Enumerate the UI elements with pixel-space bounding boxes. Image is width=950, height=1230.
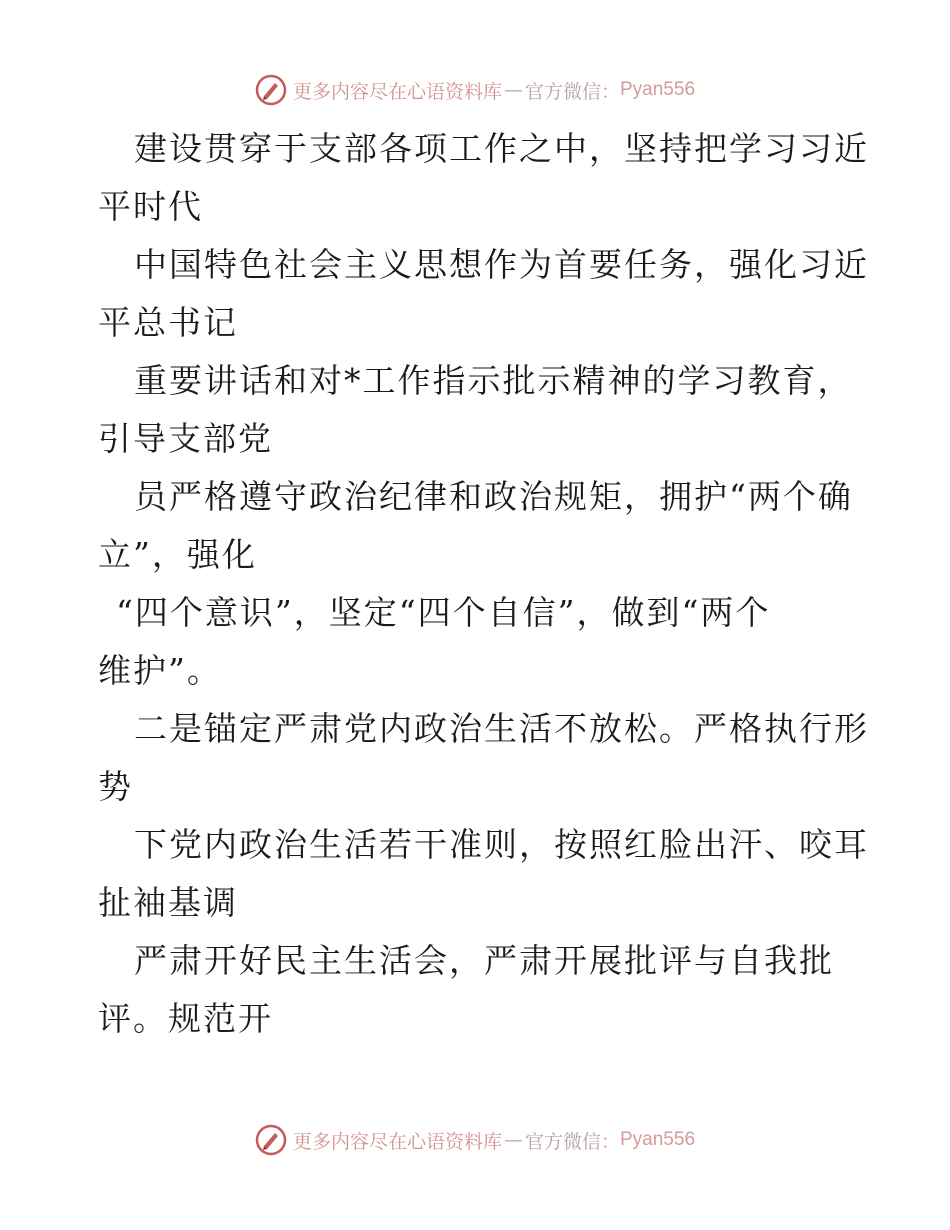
text-line: 扯袖基调 — [98, 883, 238, 922]
watermark-dash: — — [503, 1129, 523, 1151]
text-line: 维护”。 — [98, 651, 222, 690]
watermark-main-text: 更多内容尽在心语资料库 — [292, 80, 502, 103]
watermark-wechat-label: 官方微信： — [524, 80, 620, 103]
text-line: 中国特色社会主义思想作为首要任务，强化习近 — [134, 245, 869, 284]
text-line: 建设贯穿于支部各项工作之中，坚持把学习习近 — [134, 129, 869, 168]
text-line: “四个意识”，坚定“四个自信”，做到“两个 — [116, 593, 771, 632]
pen-logo-icon — [255, 74, 287, 106]
text-line: 立”，强化 — [98, 535, 257, 574]
watermark-dash: — — [503, 79, 523, 101]
watermark-main-text: 更多内容尽在心语资料库 — [292, 1130, 502, 1153]
text-line: 二是锚定严肃党内政治生活不放松。严格执行形 — [134, 709, 869, 748]
text-line: 平总书记 — [98, 303, 238, 342]
pen-logo-icon — [255, 1124, 287, 1156]
watermark-wechat-id: Pyan556 — [620, 1129, 696, 1150]
document-body — [98, 120, 869, 1048]
watermark-wechat-label: 官方微信： — [524, 1130, 620, 1153]
header-watermark — [0, 70, 950, 110]
footer-watermark — [0, 1120, 950, 1160]
text-line: 重要讲话和对*工作指示批示精神的学习教育， — [134, 361, 853, 400]
text-line: 下党内政治生活若干准则，按照红脸出汗、咬耳 — [134, 825, 869, 864]
text-line: 引导支部党 — [98, 419, 273, 458]
text-line: 平时代 — [98, 187, 203, 226]
text-line: 严肃开好民主生活会，严肃开展批评与自我批 — [134, 941, 834, 980]
text-line: 评。规范开 — [98, 999, 273, 1038]
text-line: 员严格遵守政治纪律和政治规矩，拥护“两个确 — [134, 477, 853, 516]
watermark-wechat-id: Pyan556 — [620, 79, 696, 100]
text-line: 势 — [98, 767, 133, 806]
